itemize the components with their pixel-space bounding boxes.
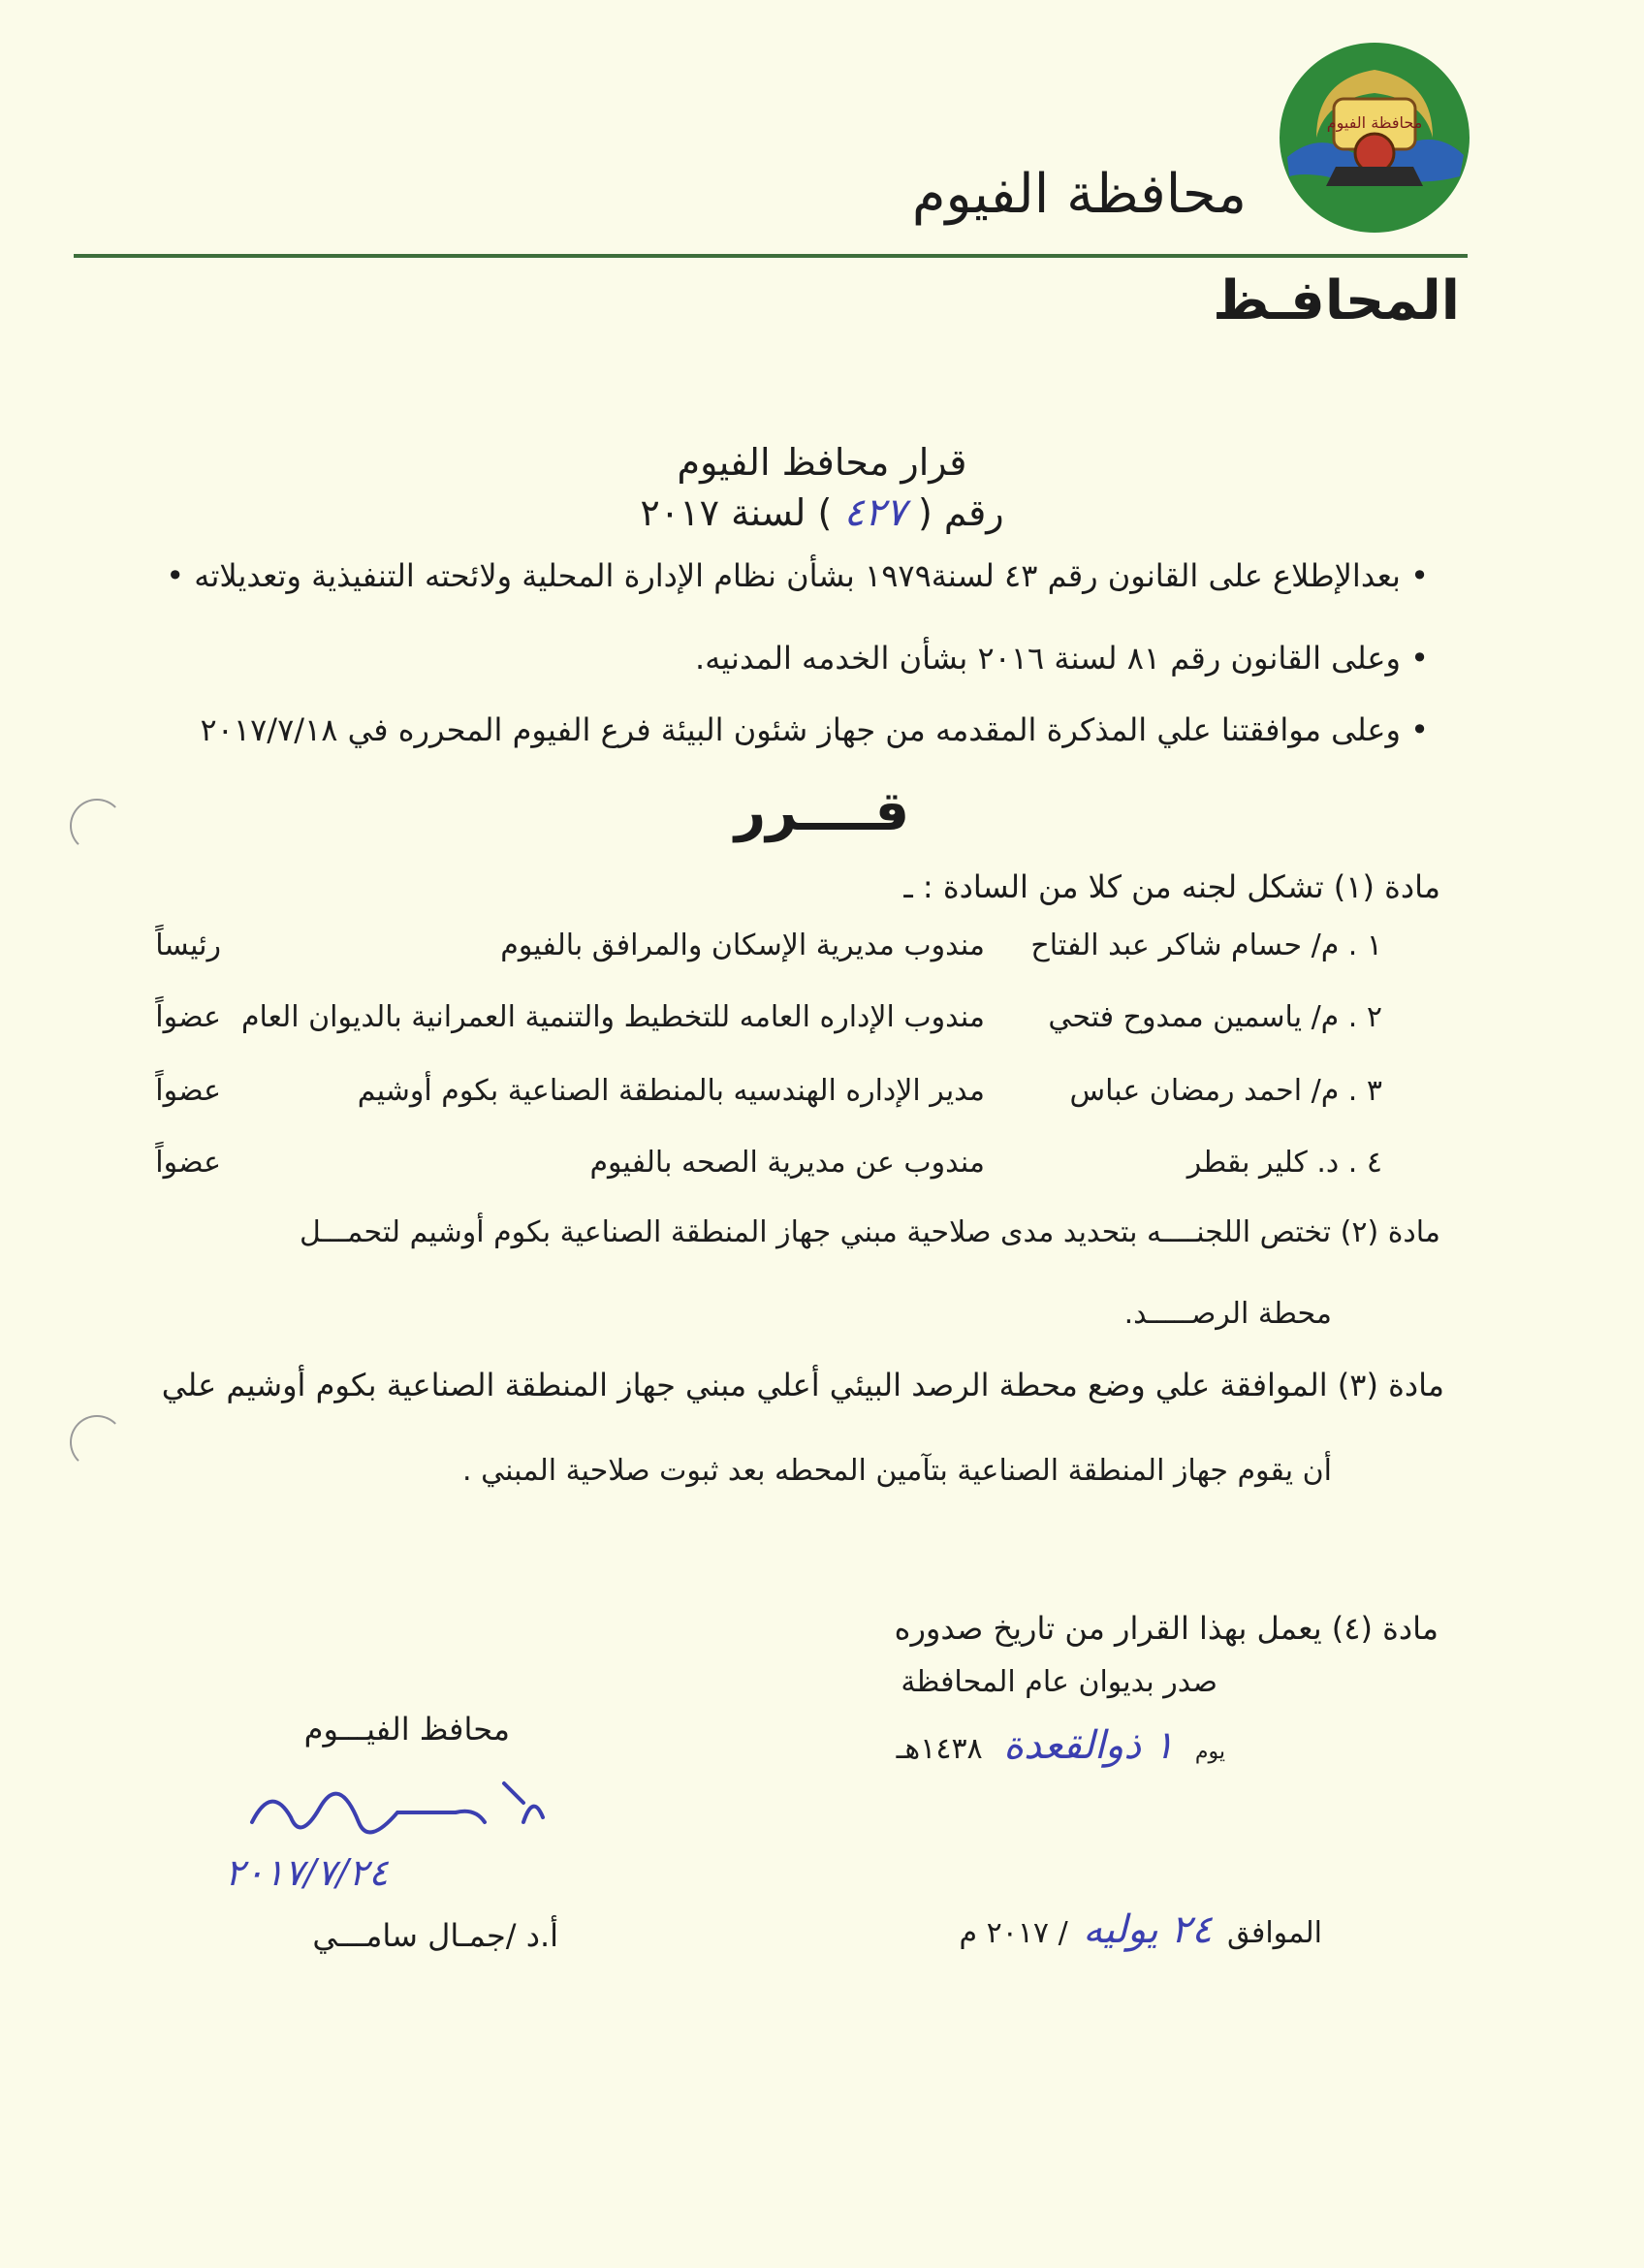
office-title: المحافـظ — [1213, 269, 1460, 332]
decree-title: قرار محافظ الفيوم — [677, 441, 967, 484]
article-3-line-2: أن يقوم جهاز المنطقة الصناعية بتآمين المحطه بعد ثبوت صلاحية المبني . — [462, 1454, 1332, 1488]
gregorian-handwritten: ٢٤ يوليه — [1083, 1907, 1213, 1952]
decree-number-prefix: رقم ( — [917, 491, 1004, 534]
member-role: مندوب عن مديرية الصحه بالفيوم — [589, 1146, 985, 1180]
gregorian-year: / ٢٠١٧ م — [959, 1916, 1068, 1950]
gregorian-date — [959, 1907, 1322, 1952]
member-status: عضواً — [155, 1000, 221, 1034]
article-2-line-2: محطة الرصـــــد. — [1123, 1297, 1332, 1331]
hijri-date — [897, 1723, 1225, 1768]
hijri-day-label: يوم — [1194, 1740, 1225, 1764]
article-1: مادة (١) تشكل لجنه من كلا من السادة : ـ — [903, 868, 1440, 905]
hijri-year: ١٤٣٨هـ — [896, 1732, 983, 1766]
preamble-line: • بعدالإطلاع على القانون رقم ٤٣ لسنة١٩٧٩ بشأن نظام الإدارة المحلية ولائحته التنفيذية وتعديلاته • — [166, 557, 1429, 594]
article-2-line-1: مادة (٢) تختص اللجنــــه بتحديد مدى صلاحية مبني جهاز المنطقة الصناعية بكوم أوشيم لتحمـــل — [300, 1215, 1440, 1249]
gregorian-label: الموافق — [1226, 1916, 1322, 1950]
member-name: ٣ . م/ احمد رمضان عباس — [1069, 1074, 1382, 1108]
member-name: ١ . م/ حسام شاكر عبد الفتاح — [1030, 929, 1382, 962]
preamble-line: • وعلى القانون رقم ٨١ لسنة ٢٠١٦ بشأن الخدمه المدنيه. — [695, 640, 1429, 677]
issued-at: صدر بديوان عام المحافظة — [901, 1665, 1217, 1699]
decree-number-handwritten: ٤٢٧ — [843, 490, 906, 535]
signatory-name: أ.د /جمـال سامـــي — [312, 1917, 558, 1954]
header-divider — [74, 254, 1468, 258]
article-4: مادة (٤) يعمل بهذا القرار من تاريخ صدوره — [894, 1610, 1438, 1647]
member-status: عضواً — [155, 1146, 221, 1180]
hijri-handwritten: ١ ذوالقعدة — [1003, 1723, 1175, 1768]
member-status: عضواً — [155, 1074, 221, 1108]
punch-hole — [70, 799, 124, 853]
punch-hole — [70, 1415, 124, 1469]
member-name: ٢ . م/ ياسمين ممدوح فتحي — [1048, 1000, 1382, 1034]
member-name: ٤ . د. كلير بقطر — [1186, 1146, 1382, 1180]
signatory-title: محافظ الفيـــوم — [303, 1711, 510, 1748]
member-role: مدير الإداره الهندسيه بالمنطقة الصناعية بكوم أوشيم — [357, 1074, 985, 1108]
signature-date: ٢٠١٧/٧/٢٤ — [225, 1851, 389, 1894]
governorate-name: محافظة الفيوم — [911, 163, 1247, 226]
logo-text: محافظة الفيوم — [1326, 113, 1423, 132]
member-role: مندوب مديرية الإسكان والمرافق بالفيوم — [500, 929, 985, 962]
decided-heading: قــــرر — [734, 780, 910, 843]
member-role: مندوب الإداره العامه للتخطيط والتنمية العمرانية بالديوان العام — [240, 1000, 985, 1034]
governorate-logo — [1278, 41, 1471, 235]
member-status: رئيساً — [155, 929, 221, 962]
preamble-line: • وعلى موافقتنا علي المذكرة المقدمه من جهاز شئون البيئة فرع الفيوم المحرره في ٢٠١٧/٧/١٨ — [200, 711, 1429, 748]
article-3-line-1: مادة (٣) الموافقة علي وضع محطة الرصد البيئي أعلي مبني جهاز المنطقة الصناعية بكوم أوشيم علي — [161, 1367, 1444, 1403]
decree-number — [0, 490, 1644, 535]
decree-number-suffix: ) لسنة ٢٠١٧ — [640, 491, 833, 534]
